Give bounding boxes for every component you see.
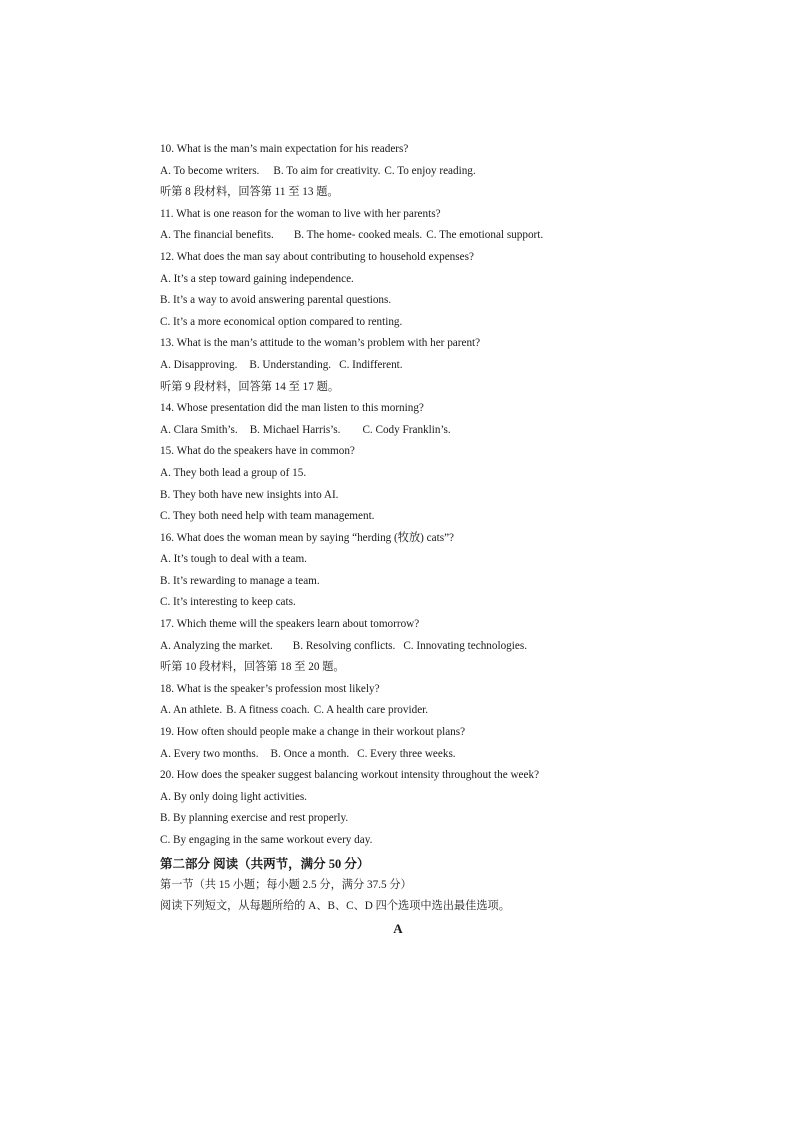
instruction-text: 第一节（共 15 小题；每小题 2.5 分，满分 37.5 分）: [160, 878, 412, 891]
option-line: C. It’s a more economical option compared to renting.: [160, 315, 403, 328]
instruction-text: 听第 8 段材料，回答第 11 至 13 题。: [160, 186, 339, 199]
question-stem: 15. What do the speakers have in common?: [160, 445, 355, 458]
option-line: B. By planning exercise and rest properly.: [160, 812, 349, 825]
option-c: C. The emotional support.: [426, 229, 544, 242]
option-a: A. Analyzing the market.: [160, 639, 273, 652]
option-line: B. It’s a way to avoid answering parental questions.: [160, 294, 392, 307]
option-line: C. By engaging in the same workout every day.: [160, 834, 373, 846]
question-stem: 11. What is one reason for the woman to live with her parents?: [160, 207, 441, 220]
section-heading: 第二部分 阅读（共两节，满分 50 分）: [160, 856, 370, 871]
option-c: C. Cody Franklin’s.: [362, 423, 451, 436]
option-c: C. Innovating technologies.: [403, 639, 527, 652]
option-row: [160, 225, 760, 247]
option-line: B. They both have new insights into AI.: [160, 488, 339, 501]
question-stem: 14. Whose presentation did the man listen to this morning?: [160, 402, 424, 415]
passage-label: A: [393, 920, 403, 936]
option-b: B. To aim for creativity.: [273, 164, 381, 177]
option-a: A. Clara Smith’s.: [160, 423, 238, 436]
option-a: A. Disapproving.: [160, 358, 238, 371]
option-b: B. A fitness coach.: [226, 704, 310, 717]
option-row: [160, 161, 760, 183]
question-stem: 13. What is the man’s attitude to the woman’s problem with her parent?: [160, 337, 481, 350]
option-b: B. The home- cooked meals.: [293, 229, 423, 242]
option-line: A. They both lead a group of 15.: [160, 466, 307, 479]
option-row: [160, 744, 760, 766]
option-a: A. The financial benefits.: [160, 229, 274, 242]
instruction-text: 阅读下列短文，从每题所给的 A、B、C、D 四个选项中选出最佳选项。: [160, 900, 510, 913]
option-row: [160, 700, 760, 722]
exam-page: [160, 139, 760, 940]
option-a: A. To become writers.: [160, 164, 260, 177]
question-stem: 19. How often should people make a change in their workout plans?: [160, 726, 466, 739]
option-b: B. Michael Harris’s.: [249, 423, 341, 436]
question-stem: 10. What is the man’s main expectation for his readers?: [160, 143, 409, 155]
option-line: A. It’s a step toward gaining independence.: [160, 272, 354, 285]
option-line: A. By only doing light activities.: [160, 790, 307, 803]
option-c: C. A health care provider.: [313, 704, 429, 717]
option-line: A. It’s tough to deal with a team.: [160, 553, 307, 566]
option-b: B. Resolving conflicts.: [292, 639, 396, 652]
option-b: B. Understanding.: [249, 358, 332, 371]
question-stem: 17. Which theme will the speakers learn about tomorrow?: [160, 618, 420, 631]
option-c: C. Every three weeks.: [357, 747, 456, 760]
option-c: C. Indifferent.: [339, 358, 403, 371]
option-line: C. It’s interesting to keep cats.: [160, 596, 296, 609]
option-line: B. It’s rewarding to manage a team.: [160, 574, 320, 587]
question-stem: 20. How does the speaker suggest balancing workout intensity throughout the week?: [160, 769, 540, 782]
option-b: B. Once a month.: [270, 747, 350, 760]
option-c: C. To enjoy reading.: [384, 164, 476, 177]
option-a: A. Every two months.: [160, 747, 259, 760]
option-row: [160, 355, 760, 377]
option-row: [160, 636, 760, 658]
question-stem: 16. What does the woman mean by saying “herding (牧放) cats”?: [160, 531, 454, 544]
option-line: C. They both need help with team management.: [160, 510, 375, 523]
question-stem: 18. What is the speaker’s profession most likely?: [160, 682, 380, 695]
instruction-text: 听第 10 段材料，回答第 18 至 20 题。: [160, 661, 345, 674]
instruction-text: 听第 9 段材料，回答第 14 至 17 题。: [160, 380, 340, 393]
option-row: [160, 420, 760, 442]
question-stem: 12. What does the man say about contributing to household expenses?: [160, 250, 474, 263]
option-a: A. An athlete.: [160, 704, 223, 717]
